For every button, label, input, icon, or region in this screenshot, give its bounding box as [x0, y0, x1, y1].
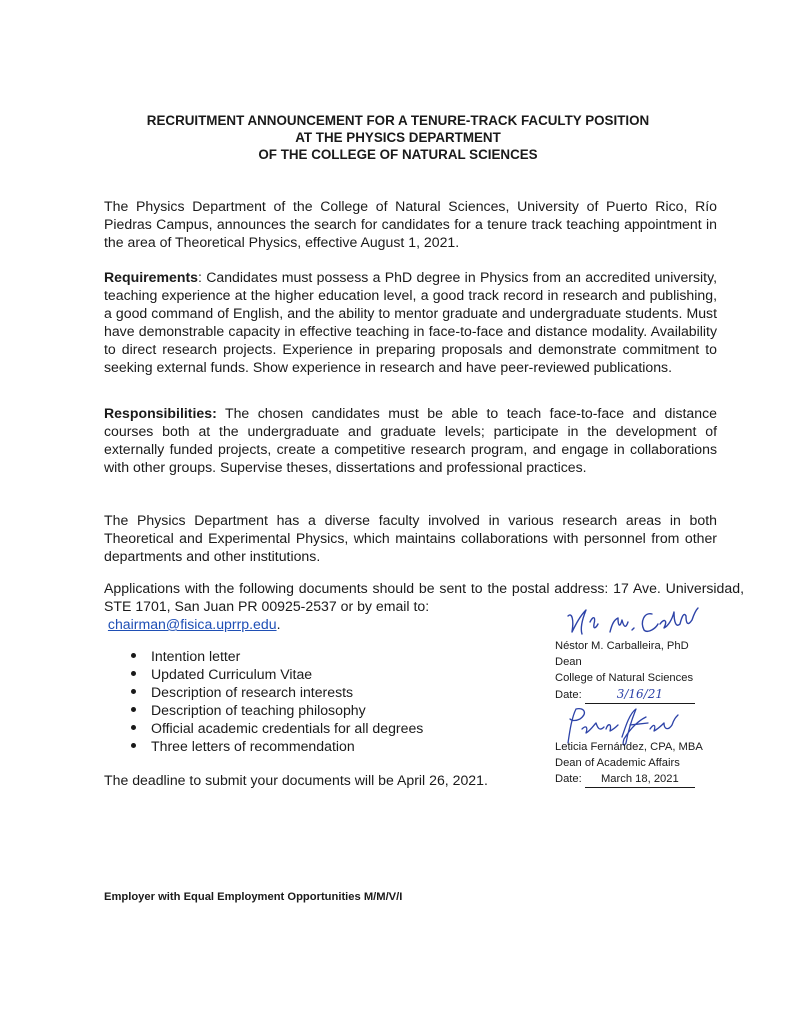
list-item [131, 737, 423, 755]
dean-date-row [555, 686, 695, 704]
footer-note: Employer with Equal Employment Opportunities M/M/V/I [104, 891, 403, 903]
dean-title: Dean [555, 656, 582, 668]
academic-dean-date-row [555, 771, 703, 788]
list-item-label: Intention letter [151, 648, 241, 664]
bullet-icon [131, 743, 136, 748]
title-line-1: RECRUITMENT ANNOUNCEMENT FOR A TENURE-TRACK FACULTY POSITION [146, 113, 650, 128]
list-item [131, 665, 423, 683]
responsibilities-paragraph [104, 404, 717, 476]
requirements-label: Requirements [104, 269, 198, 285]
dean-name: Néstor M. Carballeira, PhD [555, 640, 689, 652]
academic-dean-signature-block [555, 739, 703, 788]
responsibilities-text: The chosen candidates must be able to teach face-to-face and distance courses both at the undergraduate and graduate levels; participate in the development of externally funded projects, create a competitive research program, and engage in collaborations with other groups. Supervise theses, dissertations and professional practices. [104, 405, 717, 475]
title-line-3: OF THE COLLEGE OF NATURAL SCIENCES [258, 147, 538, 162]
bullet-icon [131, 671, 136, 676]
list-item [131, 683, 423, 701]
applications-text: Applications with the following documents should be sent to the postal address: 17 Ave. Universidad, STE 1701, San Juan PR 00925-2537 or by email to: [104, 580, 744, 614]
list-item-label: Official academic credentials for all degrees [151, 720, 424, 736]
dean-date-label: Date: [555, 689, 582, 701]
dean-signature-block [555, 638, 695, 704]
email-link[interactable]: chairman@fisica.uprrp.edu [107, 616, 277, 632]
bullet-icon [131, 725, 136, 730]
announcement-title [100, 112, 696, 163]
list-item [131, 719, 423, 737]
academic-dean-date-field: March 18, 2021 [585, 771, 695, 788]
faculty-paragraph: The Physics Department has a diverse faculty involved in various research areas in both Theoretical and Experimental Physics, which maintains collaborations with personnel from other departments and other institutions. [104, 512, 717, 564]
bullet-icon [131, 707, 136, 712]
requirements-paragraph [104, 268, 717, 376]
intro-paragraph: The Physics Department of the College of Natural Sciences, University of Puerto Rico, Río Piedras Campus, announces the search for candidates for a tenure track teaching appointment in the area of Theoretical Physics, effective August 1, 2021. [104, 198, 717, 250]
responsibilities-label: Responsibilities: [104, 405, 217, 421]
dean-date-value: 3/16/21 [616, 687, 663, 701]
list-item-label: Three letters of recommendation [151, 738, 355, 754]
applications-trail: . [276, 616, 281, 632]
bullet-icon [131, 689, 136, 694]
list-item-label: Description of research interests [151, 684, 354, 700]
academic-dean-title: Dean of Academic Affairs [555, 757, 680, 769]
list-item-label: Updated Curriculum Vitae [151, 666, 313, 682]
required-documents-list [131, 647, 423, 755]
deadline-text: The deadline to submit your documents will be April 26, 2021. [104, 772, 488, 788]
dean-unit: College of Natural Sciences [555, 672, 694, 684]
title-line-2: AT THE PHYSICS DEPARTMENT [295, 130, 501, 145]
list-item [131, 701, 423, 719]
academic-dean-name: Leticia Fernández, CPA, MBA [555, 741, 703, 753]
bullet-icon [131, 653, 136, 658]
academic-dean-date-label: Date: [555, 773, 582, 785]
requirements-text: : Candidates must possess a PhD degree in Physics from an accredited university, teaching experience at the higher education level, a good track record in research and publishing, a good command of English, and the ability to mentor graduate and undergraduate students. Must have demonstrable capacity in effective teaching in face-to-face and distance modality. Availability to direct research projects. Experience in preparing proposals and demonstrate commitment to seeking external funds. Show experience in research and have peer-reviewed publications. [104, 269, 717, 375]
list-item [131, 647, 423, 665]
dean-date-field [585, 686, 695, 704]
applications-paragraph [104, 579, 744, 633]
list-item-label: Description of teaching philosophy [151, 702, 366, 718]
